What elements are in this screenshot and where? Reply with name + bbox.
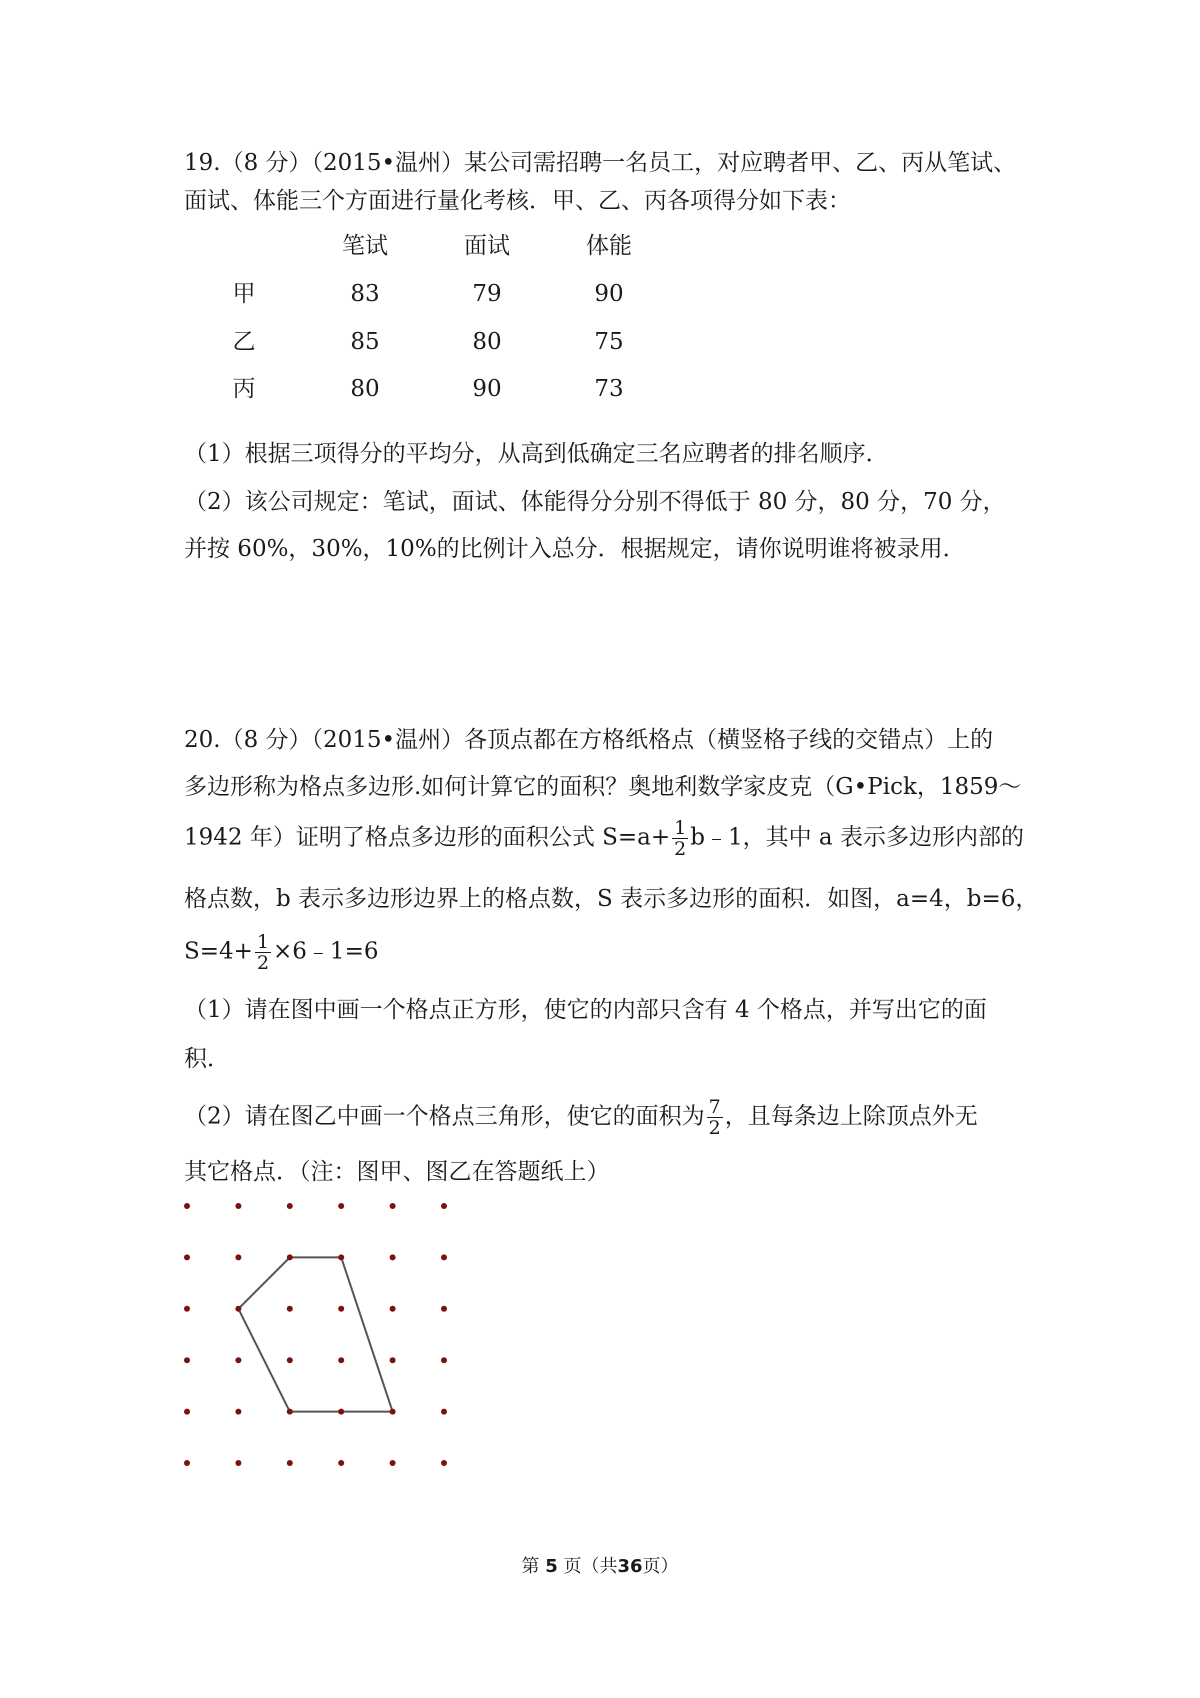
q20-part2-line2: 其它格点．（注：图甲、图乙在答题纸上） (184, 1159, 610, 1185)
lattice-point (441, 1254, 447, 1260)
lattice-point (390, 1409, 396, 1415)
q20-part1-line2: 积． (184, 1046, 230, 1072)
table-cell: 79 (472, 281, 502, 307)
lattice-point (184, 1357, 190, 1363)
lattice-point (287, 1306, 293, 1312)
table-cell: 90 (472, 376, 502, 402)
lattice-point (235, 1254, 241, 1260)
footer-page-number: 5 (545, 1556, 558, 1577)
lattice-point (390, 1460, 396, 1466)
q20-line4: 格点数，b 表示多边形边界上的格点数，S 表示多边形的面积．如图，a=4，b=6， (184, 886, 1039, 912)
fraction-denominator: 2 (256, 952, 270, 974)
table-cell: 83 (350, 281, 380, 307)
table-header-written: 笔试 (342, 233, 388, 259)
lattice-point (338, 1306, 344, 1312)
lattice-polygon (238, 1257, 392, 1411)
table-row-name: 乙 (232, 329, 256, 355)
q19-part2-line2: 并按 60%，30%，10%的比例计入总分．根据规定，请你说明谁将被录用． (184, 536, 966, 562)
fraction-numerator: 1 (256, 931, 270, 953)
lattice-point (184, 1203, 190, 1209)
footer-suffix: 页） (642, 1556, 679, 1577)
lattice-point (338, 1357, 344, 1363)
lattice-point (235, 1203, 241, 1209)
footer-prefix: 第 (521, 1556, 540, 1577)
lattice-point (184, 1409, 190, 1415)
lattice-point (287, 1409, 293, 1415)
q20-line3-before: 1942 年）证明了格点多边形的面积公式 S=a+ (184, 824, 671, 851)
table-header-interview: 面试 (464, 233, 510, 259)
lattice-point (338, 1254, 344, 1260)
lattice-point (390, 1254, 396, 1260)
q20-line1: 20.（8 分）（2015•温州）各顶点都在方格纸格点（横竖格子线的交错点）上的 (184, 727, 994, 753)
q20-line5-before: S=4+ (184, 938, 253, 965)
fraction-denominator: 2 (674, 838, 687, 860)
lattice-point (390, 1203, 396, 1209)
q19-part2-line1: （2）该公司规定：笔试，面试、体能得分分别不得低于 80 分，80 分，70 分， (184, 489, 1006, 515)
lattice-point (287, 1254, 293, 1260)
footer-middle: 页（共 (563, 1556, 618, 1577)
lattice-point (390, 1306, 396, 1312)
lattice-point (184, 1254, 190, 1260)
q19-line2: 面试、体能三个方面进行量化考核．甲、乙、丙各项得分如下表： (184, 188, 851, 214)
q19-part1: （1）根据三项得分的平均分，从高到低确定三名应聘者的排名顺序． (184, 441, 889, 467)
lattice-point (441, 1306, 447, 1312)
table-cell: 75 (594, 329, 624, 355)
table-cell: 80 (472, 329, 502, 355)
table-cell: 73 (594, 376, 624, 402)
lattice-point (235, 1409, 241, 1415)
lattice-point (441, 1203, 447, 1209)
lattice-point (287, 1357, 293, 1363)
lattice-point (338, 1203, 344, 1209)
table-header-physical: 体能 (586, 233, 632, 259)
lattice-point (235, 1357, 241, 1363)
footer-total-pages: 36 (617, 1556, 643, 1577)
fraction-numerator: 1 (674, 817, 687, 839)
q19-line1: 19.（8 分）（2015•温州）某公司需招聘一名员工，对应聘者甲、乙、丙从笔试、 (184, 150, 1017, 176)
q20-line3-after: b﹣1，其中 a 表示多边形内部的 (690, 824, 1024, 851)
lattice-point (235, 1460, 241, 1466)
lattice-point (184, 1306, 190, 1312)
lattice-point (441, 1460, 447, 1466)
lattice-point (287, 1203, 293, 1209)
lattice-point (338, 1409, 344, 1415)
table-cell: 90 (594, 281, 624, 307)
lattice-point (390, 1357, 396, 1363)
lattice-point (441, 1357, 447, 1363)
lattice-point (338, 1460, 344, 1466)
page-footer (0, 1552, 1200, 1578)
lattice-point (184, 1460, 190, 1466)
q20-part1-line1: （1）请在图中画一个格点正方形，使它的内部只含有 4 个格点，并写出它的面 (184, 997, 987, 1023)
fraction-denominator: 2 (708, 1117, 721, 1139)
fraction-numerator: 7 (708, 1096, 721, 1118)
table-cell: 85 (350, 329, 380, 355)
lattice-point (441, 1409, 447, 1415)
q20-part2-before: （2）请在图乙中画一个格点三角形，使它的面积为 (184, 1103, 705, 1130)
lattice-point (235, 1306, 241, 1312)
table-row-name: 丙 (232, 376, 256, 402)
q20-line2: 多边形称为格点多边形.如何计算它的面积？奥地利数学家皮克（G•Pick，1859～ (184, 774, 1022, 800)
q20-line5-after: ×6﹣1=6 (273, 938, 379, 965)
table-row-name: 甲 (232, 281, 256, 307)
q20-part2-after: ，且每条边上除顶点外无 (724, 1103, 978, 1130)
lattice-point (287, 1460, 293, 1466)
table-cell: 80 (350, 376, 380, 402)
